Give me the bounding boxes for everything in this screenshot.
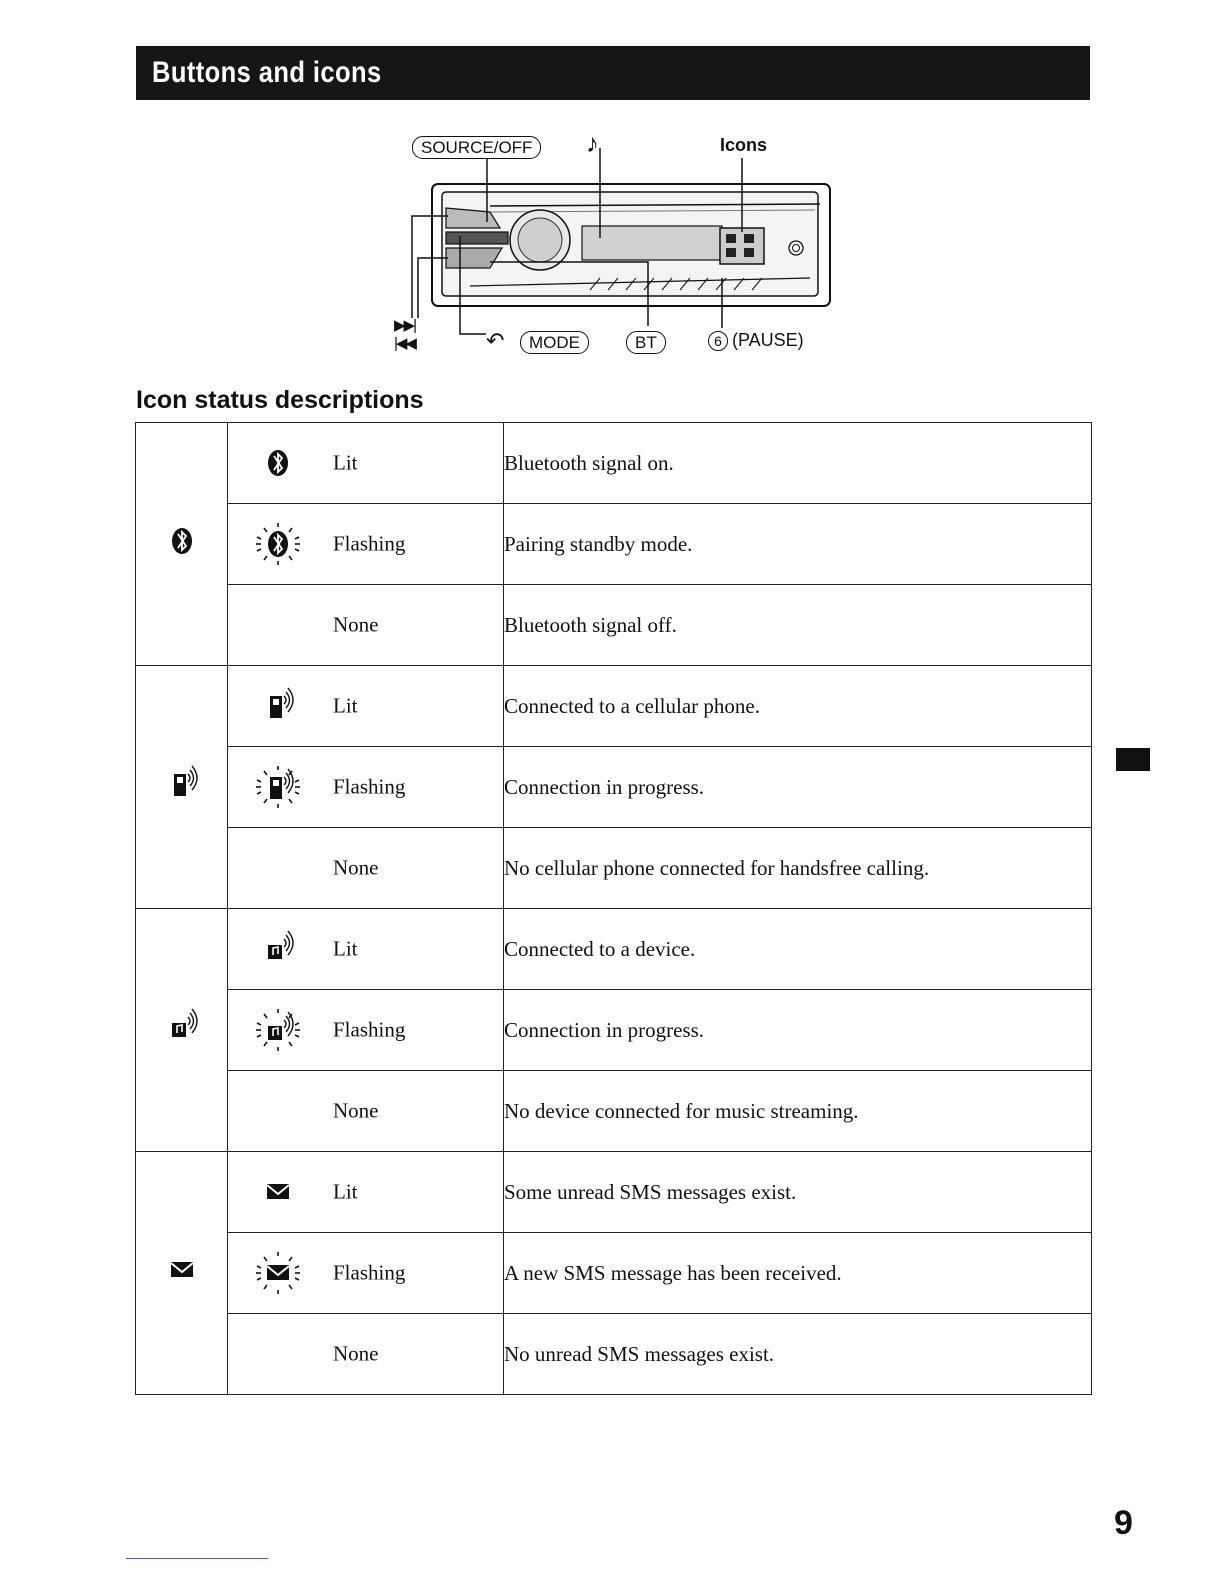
status-description: No device connected for music streaming. xyxy=(504,1071,1092,1152)
phone-signal-icon xyxy=(248,684,308,728)
table-row xyxy=(136,504,1092,585)
phone-signal-icon xyxy=(152,787,212,811)
flashing-sms-envelope-icon xyxy=(248,1251,308,1295)
pause-button-label xyxy=(708,331,804,351)
state-cell xyxy=(228,1233,504,1314)
icon-group-cell xyxy=(136,1152,228,1395)
music-stream-icon xyxy=(152,1030,212,1054)
icon-group-cell xyxy=(136,909,228,1152)
page-number: 9 xyxy=(1114,1504,1133,1542)
bluetooth-icon xyxy=(152,544,212,568)
sms-envelope-icon xyxy=(248,1170,308,1214)
state-cell xyxy=(228,828,504,909)
flashing-bluetooth-icon xyxy=(248,522,308,566)
section-title: Icon status descriptions xyxy=(136,386,424,414)
source-off-label: SOURCE/OFF xyxy=(412,136,541,159)
table-row xyxy=(136,1152,1092,1233)
status-description: Pairing standby mode. xyxy=(504,504,1092,585)
state-label: Lit xyxy=(333,693,358,718)
state-label: None xyxy=(333,612,379,637)
status-description: Some unread SMS messages exist. xyxy=(504,1152,1092,1233)
status-description: Connection in progress. xyxy=(504,990,1092,1071)
table-row xyxy=(136,666,1092,747)
state-label: None xyxy=(333,1098,379,1123)
bt-button-label xyxy=(626,333,666,351)
icons-label: Icons xyxy=(720,135,768,155)
status-description: Connected to a device. xyxy=(504,909,1092,990)
state-cell xyxy=(228,1071,504,1152)
state-cell xyxy=(228,909,504,990)
state-label: Flashing xyxy=(333,1017,406,1042)
table-row xyxy=(136,909,1092,990)
state-cell xyxy=(228,1152,504,1233)
return-arrow-icon: ↶ xyxy=(486,328,505,353)
music-stream-icon xyxy=(248,927,308,971)
table-row xyxy=(136,828,1092,909)
mode-label: MODE xyxy=(520,331,589,354)
status-description: A new SMS message has been received. xyxy=(504,1233,1092,1314)
state-cell xyxy=(228,585,504,666)
state-label: Flashing xyxy=(333,531,406,556)
table-row xyxy=(136,585,1092,666)
table-row xyxy=(136,1233,1092,1314)
status-description: No unread SMS messages exist. xyxy=(504,1314,1092,1395)
table-row xyxy=(136,1314,1092,1395)
status-description: Connection in progress. xyxy=(504,747,1092,828)
section-tab-marker xyxy=(1116,748,1150,771)
status-description: Bluetooth signal on. xyxy=(504,423,1092,504)
mode-button-label xyxy=(520,333,589,351)
seek-forward-icon: ▶▶| xyxy=(394,317,415,334)
icon-status-table xyxy=(135,422,1092,1395)
status-table-body xyxy=(136,423,1092,1395)
state-label: Lit xyxy=(333,1179,358,1204)
pause-label: (PAUSE) xyxy=(732,330,804,350)
table-row xyxy=(136,1071,1092,1152)
six-label: 6 xyxy=(708,331,728,351)
source-off-button-label xyxy=(412,138,541,156)
sms-envelope-icon xyxy=(152,1273,212,1297)
table-row xyxy=(136,747,1092,828)
head-unit-diagram xyxy=(390,128,850,368)
bt-label: BT xyxy=(626,331,666,354)
state-label: Lit xyxy=(333,450,358,475)
state-cell xyxy=(228,423,504,504)
state-label: Lit xyxy=(333,936,358,961)
bluetooth-icon xyxy=(248,441,308,485)
state-cell xyxy=(228,990,504,1071)
table-row xyxy=(136,990,1092,1071)
state-cell xyxy=(228,747,504,828)
banner-title: Buttons and icons xyxy=(152,56,382,89)
flashing-phone-signal-icon xyxy=(248,765,308,809)
seek-back-icon: |◀◀ xyxy=(394,335,415,352)
status-description: Connected to a cellular phone. xyxy=(504,666,1092,747)
table-row xyxy=(136,423,1092,504)
status-description: Bluetooth signal off. xyxy=(504,585,1092,666)
icon-group-cell xyxy=(136,666,228,909)
state-cell xyxy=(228,1314,504,1395)
section-banner xyxy=(136,46,1090,100)
handset-icon: ♪ xyxy=(586,128,599,158)
state-label: None xyxy=(333,1341,379,1366)
state-cell xyxy=(228,504,504,585)
state-label: None xyxy=(333,855,379,880)
flashing-music-stream-icon xyxy=(248,1008,308,1052)
footer-rule xyxy=(126,1558,268,1559)
state-label: Flashing xyxy=(333,774,406,799)
icon-group-cell xyxy=(136,423,228,666)
state-label: Flashing xyxy=(333,1260,406,1285)
status-description: No cellular phone connected for handsfree calling. xyxy=(504,828,1092,909)
state-cell xyxy=(228,666,504,747)
